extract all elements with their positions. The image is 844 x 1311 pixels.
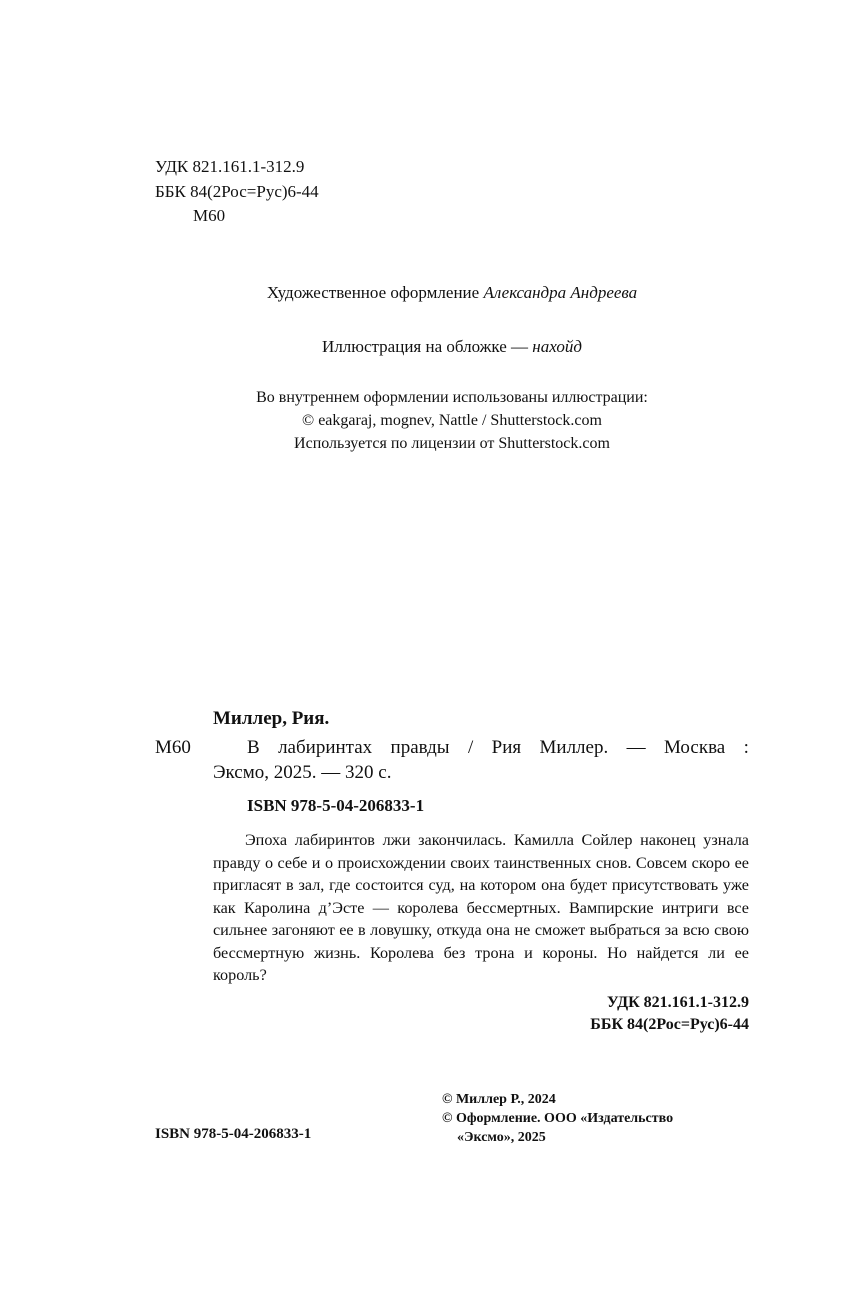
- catalog-udk: УДК 821.161.1-312.9: [606, 994, 749, 1011]
- title-word: /: [467, 737, 474, 758]
- title-word: правды: [390, 737, 450, 758]
- inner-illustration-credit-3: Используется по лицензии от Shutterstock.com: [294, 435, 610, 452]
- title-word: —: [626, 737, 646, 758]
- copyright-design-cont: «Эксмо», 2025: [457, 1130, 546, 1145]
- catalog-author-mark: М60: [155, 737, 191, 758]
- title-word: Москва: [664, 737, 726, 758]
- title-word: В: [247, 737, 260, 758]
- udk-code: УДК 821.161.1-312.9: [155, 157, 305, 176]
- catalog-imprint: Эксмо, 2025. — 320 с.: [213, 762, 392, 783]
- design-credit: [0, 283, 844, 303]
- title-word: Рия: [491, 737, 522, 758]
- design-credit-name: Александра Андреева: [483, 283, 638, 302]
- annotation: Эпоха лабиринтов лжи закончилась. Камилла Сойлер наконец узнала правду о себе и о происхождении своих таинственных снов. Совсем скоро ее пригласят в зал, где состоится суд, на котором она будет присутствовать уже как Каролина д’Эсте — королева бессмертных. Вампирские интриги все сильнее загоняют ее в ловушку, откуда она не сможет выбраться за всю свою бессмертную жизнь. Королева без трона и короны. Но найдется ли ее король?: [213, 831, 749, 984]
- inner-illustration-credit-2: © eakgaraj, mognev, Nattle / Shutterstock.com: [302, 412, 602, 429]
- catalog-author: Миллер, Рия.: [213, 708, 330, 729]
- cover-credit-name: нахойд: [532, 337, 582, 356]
- title-word: лабиринтах: [278, 737, 373, 758]
- title-word: Миллер.: [539, 737, 609, 758]
- author-mark: М60: [193, 206, 226, 225]
- bbk-code: ББК 84(2Рос=Рус)6-44: [155, 182, 319, 201]
- inner-illustration-credit-1: Во внутреннем оформлении использованы иллюстрации:: [256, 389, 648, 406]
- cover-credit: [0, 337, 844, 357]
- copyright-author: © Миллер Р., 2024: [442, 1092, 556, 1107]
- catalog-bbk: ББК 84(2Рос=Рус)6-44: [590, 1016, 749, 1033]
- catalog-isbn: ISBN 978-5-04-206833-1: [247, 796, 425, 815]
- title-word: :: [743, 737, 749, 758]
- footer-isbn: ISBN 978-5-04-206833-1: [155, 1126, 312, 1142]
- catalog-title-line: [247, 737, 749, 759]
- design-credit-prefix: Художественное оформление: [266, 283, 484, 302]
- cover-credit-prefix: Иллюстрация на обложке —: [322, 337, 533, 356]
- copyright-design: © Оформление. ООО «Издательство: [442, 1111, 674, 1126]
